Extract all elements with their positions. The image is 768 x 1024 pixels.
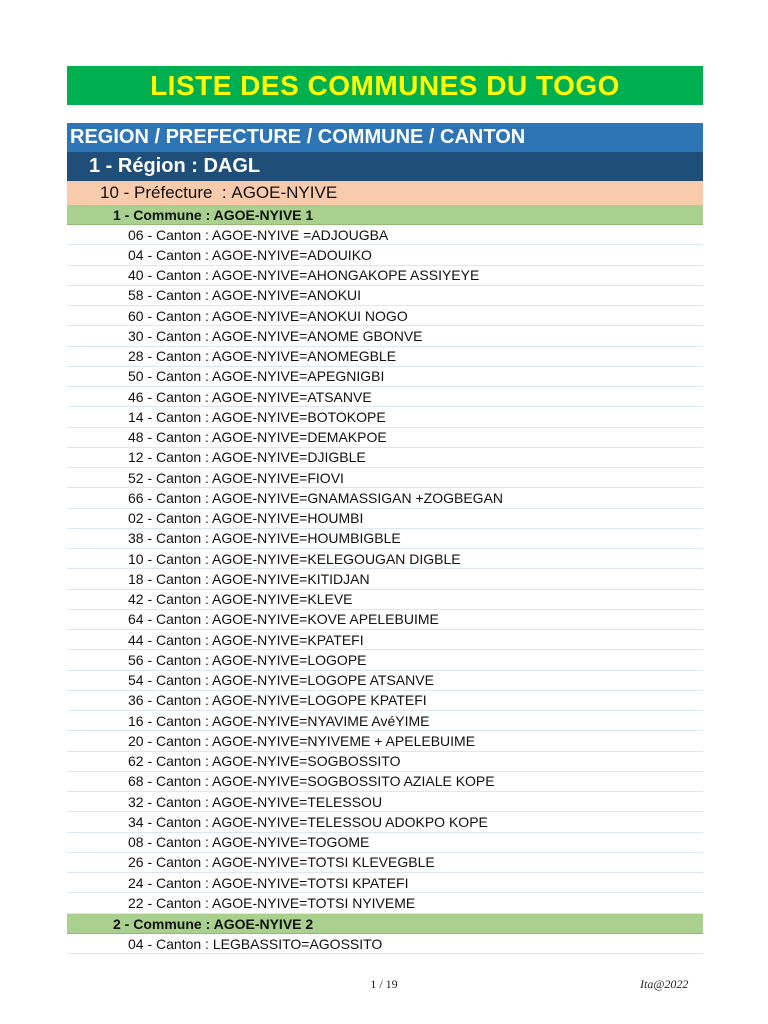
canton-row: 48 - Canton : AGOE-NYIVE=DEMAKPOE [67,428,703,448]
canton-row: 30 - Canton : AGOE-NYIVE=ANOME GBONVE [67,326,703,346]
commune-row: 2 - Commune : AGOE-NYIVE 2 [67,914,703,934]
canton-row: 12 - Canton : AGOE-NYIVE=DJIGBLE [67,448,703,468]
commune-row: 1 - Commune : AGOE-NYIVE 1 [67,205,703,225]
canton-row: 50 - Canton : AGOE-NYIVE=APEGNIGBI [67,367,703,387]
canton-row: 58 - Canton : AGOE-NYIVE=ANOKUI [67,286,703,306]
prefecture-label: 10 - Préfecture [100,183,213,202]
canton-row: 64 - Canton : AGOE-NYIVE=KOVE APELEBUIME [67,610,703,630]
canton-row: 34 - Canton : AGOE-NYIVE=TELESSOU ADOKPO KOPE [67,812,703,832]
canton-row: 08 - Canton : AGOE-NYIVE=TOGOME [67,833,703,853]
canton-row: 62 - Canton : AGOE-NYIVE=SOGBOSSITO [67,752,703,772]
canton-row: 32 - Canton : AGOE-NYIVE=TELESSOU [67,792,703,812]
prefecture-row [67,181,703,205]
region-row: 1 - Région : DAGL [67,152,703,181]
canton-row: 04 - Canton : LEGBASSITO=AGOSSITO [67,934,703,954]
canton-row: 38 - Canton : AGOE-NYIVE=HOUMBIGBLE [67,529,703,549]
canton-row: 54 - Canton : AGOE-NYIVE=LOGOPE ATSANVE [67,671,703,691]
canton-row: 18 - Canton : AGOE-NYIVE=KITIDJAN [67,569,703,589]
canton-row: 28 - Canton : AGOE-NYIVE=ANOMEGBLE [67,347,703,367]
canton-row: 44 - Canton : AGOE-NYIVE=KPATEFI [67,630,703,650]
canton-row: 46 - Canton : AGOE-NYIVE=ATSANVE [67,387,703,407]
prefecture-separator: : [212,183,232,202]
canton-row: 14 - Canton : AGOE-NYIVE=BOTOKOPE [67,407,703,427]
document-title: LISTE DES COMMUNES DU TOGO [67,66,703,105]
canton-list [67,934,703,954]
page-number: 1 / 19 [370,977,398,991]
copyright-text: Ita@2022 [640,977,689,991]
canton-row: 40 - Canton : AGOE-NYIVE=AHONGAKOPE ASSIYEYE [67,266,703,286]
canton-row: 04 - Canton : AGOE-NYIVE=ADOUIKO [67,245,703,265]
column-header: REGION / PREFECTURE / COMMUNE / CANTON [67,123,703,152]
canton-row: 42 - Canton : AGOE-NYIVE=KLEVE [67,590,703,610]
prefecture-name: AGOE-NYIVE [231,183,338,202]
canton-row: 66 - Canton : AGOE-NYIVE=GNAMASSIGAN +ZOGBEGAN [67,488,703,508]
canton-row: 16 - Canton : AGOE-NYIVE=NYAVIME AvéYIME [67,711,703,731]
canton-row: 26 - Canton : AGOE-NYIVE=TOTSI KLEVEGBLE [67,853,703,873]
canton-row: 68 - Canton : AGOE-NYIVE=SOGBOSSITO AZIALE KOPE [67,772,703,792]
canton-row: 56 - Canton : AGOE-NYIVE=LOGOPE [67,650,703,670]
canton-row: 36 - Canton : AGOE-NYIVE=LOGOPE KPATEFI [67,691,703,711]
canton-row: 06 - Canton : AGOE-NYIVE =ADJOUGBA [67,225,703,245]
canton-list [67,225,703,914]
canton-row: 52 - Canton : AGOE-NYIVE=FIOVI [67,468,703,488]
canton-row: 10 - Canton : AGOE-NYIVE=KELEGOUGAN DIGBLE [67,549,703,569]
canton-row: 24 - Canton : AGOE-NYIVE=TOTSI KPATEFI [67,873,703,893]
canton-row: 60 - Canton : AGOE-NYIVE=ANOKUI NOGO [67,306,703,326]
canton-row: 20 - Canton : AGOE-NYIVE=NYIVEME + APELEBUIME [67,731,703,751]
canton-row: 02 - Canton : AGOE-NYIVE=HOUMBI [67,509,703,529]
canton-row: 22 - Canton : AGOE-NYIVE=TOTSI NYIVEME [67,893,703,913]
